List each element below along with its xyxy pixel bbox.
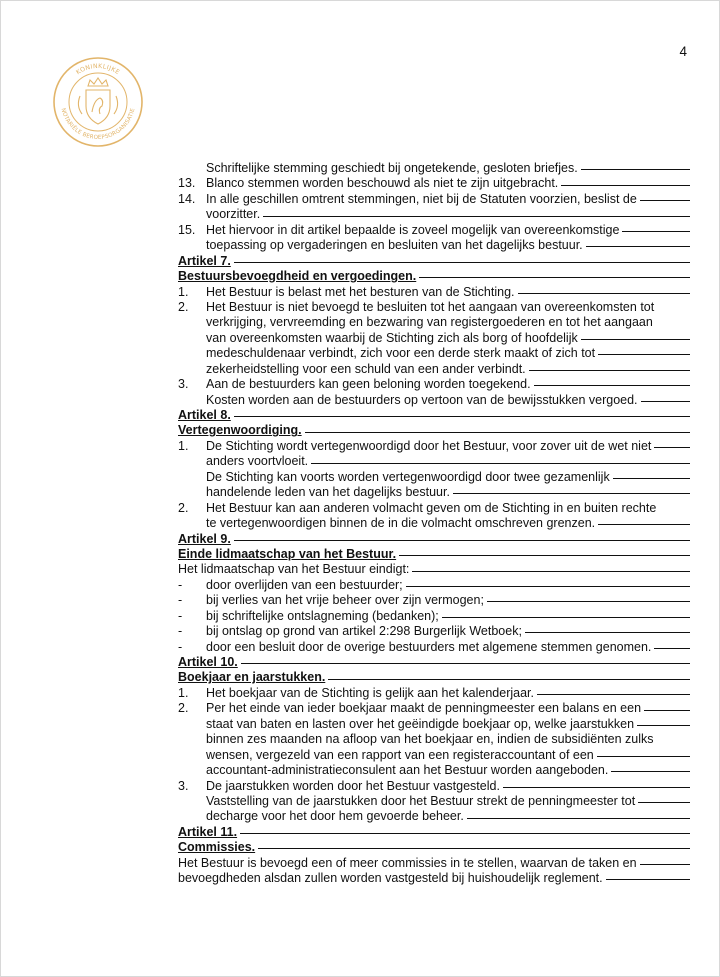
list-bullet: - (178, 593, 183, 608)
fill-line (654, 648, 690, 649)
line-body (206, 285, 690, 300)
line-body (206, 377, 690, 392)
line-text: Het boekjaar van de Stichting is gelijk aan het kalenderjaar. (206, 685, 534, 700)
line-body (206, 748, 690, 763)
line-body (206, 516, 690, 531)
document-line (178, 485, 690, 500)
fill-line (518, 293, 690, 294)
fill-line (241, 663, 690, 664)
document-line (178, 331, 690, 346)
heading-text: Einde lidmaatschap van het Bestuur. (178, 546, 397, 561)
list-number: 15. (178, 222, 196, 237)
fill-line (419, 277, 690, 278)
fill-line (561, 185, 690, 186)
section-heading (178, 547, 690, 562)
document-line (178, 207, 690, 222)
list-number: 13. (178, 176, 196, 191)
line-text: Het lidmaatschap van het Bestuur eindigt: (178, 562, 410, 577)
notary-seal-logo (52, 56, 144, 148)
line-body (178, 562, 690, 577)
fill-line (597, 756, 690, 757)
document-line (178, 516, 690, 531)
line-text: Kosten worden aan de bestuurders op vertoon van de bewijsstukken vergoed. (206, 392, 638, 407)
line-body (178, 532, 690, 547)
fill-line (640, 200, 690, 201)
section-heading (178, 532, 690, 547)
fill-line (503, 787, 690, 788)
fill-line (311, 463, 690, 464)
line-text: Het hiervoor in dit artikel bepaalde is zoveel mogelijk van overeenkomstige (206, 222, 620, 237)
line-body (178, 254, 690, 269)
heading-text: Boekjaar en jaarstukken. (178, 670, 326, 685)
fill-line (654, 447, 690, 448)
line-body (206, 624, 690, 639)
document-line (178, 686, 690, 701)
line-text: anders voortvloeit. (206, 454, 309, 469)
line-text: bevoegdheden alsdan zullen worden vastgesteld bij huishoudelijk reglement. (178, 871, 603, 886)
document-line (178, 562, 690, 577)
fill-line (305, 432, 690, 433)
fill-line (263, 216, 690, 217)
document-line (178, 871, 690, 886)
list-number: 2. (178, 299, 189, 314)
line-body (178, 871, 690, 886)
line-body (206, 223, 690, 238)
line-text: De Stichting kan voorts worden vertegenwoordigd door twee gezamenlijk (206, 469, 610, 484)
document-line (178, 609, 690, 624)
fill-line (606, 879, 690, 880)
line-body (178, 423, 690, 438)
heading-text: Artikel 7. (178, 253, 231, 268)
fill-line (611, 771, 690, 772)
line-body (206, 346, 690, 361)
heading-text: Artikel 9. (178, 531, 231, 546)
line-body (206, 763, 690, 778)
line-body (206, 470, 690, 485)
document-line (178, 285, 690, 300)
line-body (206, 393, 690, 408)
line-text: door overlijden van een bestuurder; (206, 577, 403, 592)
heading-text: Commissies. (178, 840, 256, 855)
line-text: binnen zes maanden na afloop van het boekjaar en, indien de subsidiënten zulks (206, 732, 654, 747)
document-line (178, 794, 690, 809)
line-text: bij schriftelijke ontslagneming (bedanken); (206, 608, 439, 623)
list-bullet: - (178, 577, 183, 592)
fill-line (613, 478, 690, 479)
document-line (178, 856, 690, 871)
document-line (178, 454, 690, 469)
document-line (178, 717, 690, 732)
line-body (206, 501, 690, 516)
line-body (178, 670, 690, 685)
list-bullet: - (178, 608, 183, 623)
document-line (178, 393, 690, 408)
document-line (178, 501, 690, 516)
document-line (178, 346, 690, 361)
fill-line (622, 231, 690, 232)
document-line (178, 779, 690, 794)
document-line (178, 624, 690, 639)
fill-line (258, 848, 690, 849)
document-line (178, 362, 690, 377)
fill-line (640, 864, 690, 865)
line-body (178, 547, 690, 562)
heading-text: Artikel 11. (178, 824, 238, 839)
document-line (178, 640, 690, 655)
fill-line (487, 601, 690, 602)
line-body (206, 609, 690, 624)
line-body (178, 840, 690, 855)
svg-text:NOTARIËLE BEROEPSORGANISATIE: NOTARIËLE BEROEPSORGANISATIE (59, 107, 137, 142)
line-text: Het Bestuur kan aan anderen volmacht geven om de Stichting in en buiten rechte (206, 500, 657, 515)
line-body (206, 439, 690, 454)
list-number: 1. (178, 438, 189, 453)
svg-text:KONINKLIJKE: KONINKLIJKE (75, 62, 121, 77)
fill-line (442, 617, 690, 618)
line-body (206, 779, 690, 794)
line-body (206, 454, 690, 469)
list-number: 3. (178, 377, 189, 392)
heading-text: Vertegenwoordiging. (178, 423, 302, 438)
fill-line (525, 632, 690, 633)
line-text: medeschuldenaar verbindt, zich voor een derde sterk maakt of zich tot (206, 346, 596, 361)
line-body (178, 269, 690, 284)
line-body (206, 809, 690, 824)
fill-line (534, 385, 690, 386)
list-number: 3. (178, 778, 189, 793)
document-line (178, 809, 690, 824)
page-number: 4 (679, 44, 687, 59)
list-number: 2. (178, 500, 189, 515)
fill-line (467, 818, 690, 819)
document-line (178, 315, 690, 330)
line-text: bij ontslag op grond van artikel 2:298 Burgerlijk Wetboek; (206, 624, 522, 639)
fill-line (581, 169, 690, 170)
fill-line (586, 246, 690, 247)
document-line (178, 763, 690, 778)
line-text: voorzitter. (206, 207, 261, 222)
fill-line (234, 540, 690, 541)
fill-line (453, 493, 690, 494)
line-text: bij verlies van het vrije beheer over zijn vermogen; (206, 593, 484, 608)
line-body (206, 686, 690, 701)
line-text: accountant-administratieconsulent aan het Bestuur worden aangeboden. (206, 763, 609, 778)
document-line (178, 176, 690, 191)
line-text: toepassing op vergaderingen en besluiten van het dagelijks bestuur. (206, 238, 583, 253)
line-text: Schriftelijke stemming geschiedt bij ongetekende, gesloten briefjes. (206, 161, 578, 175)
line-text: door een besluit door de overige bestuurders met algemene stemmen genomen. (206, 639, 652, 654)
line-text: wensen, vergezeld van een rapport van een registeraccountant of een (206, 747, 594, 762)
fill-line (581, 339, 690, 340)
line-text: te vertegenwoordigen binnen de in die volmacht omschreven grenzen. (206, 516, 596, 531)
list-number: 1. (178, 685, 189, 700)
heading-text: Artikel 8. (178, 408, 231, 422)
line-body (206, 315, 690, 330)
document-line (178, 732, 690, 747)
list-number: 2. (178, 701, 189, 716)
line-text: In alle geschillen omtrent stemmingen, niet bij de Statuten voorzien, beslist de (206, 191, 637, 206)
document-line (178, 161, 690, 176)
section-heading (178, 840, 690, 855)
document-body (178, 161, 690, 887)
line-text: decharge voor het door hem gevoerde beheer. (206, 809, 464, 824)
fill-line (598, 524, 690, 525)
line-text: Het Bestuur is belast met het besturen van de Stichting. (206, 284, 515, 299)
line-body (206, 701, 690, 716)
line-text: Het Bestuur is bevoegd een of meer commissies in te stellen, waarvan de taken en (178, 855, 637, 870)
line-body (206, 238, 690, 253)
fill-line (637, 725, 690, 726)
document-line (178, 701, 690, 716)
document-line (178, 223, 690, 238)
line-body (178, 856, 690, 871)
line-body (206, 794, 690, 809)
document-line (178, 470, 690, 485)
list-bullet: - (178, 639, 183, 654)
line-body (206, 331, 690, 346)
fill-line (234, 262, 690, 263)
document-line (178, 578, 690, 593)
line-body (206, 593, 690, 608)
list-number: 14. (178, 191, 196, 206)
line-body (206, 192, 690, 207)
fill-line (598, 354, 690, 355)
line-text: Blanco stemmen worden beschouwd als niet te zijn uitgebracht. (206, 176, 559, 191)
line-body (206, 485, 690, 500)
heading-text: Artikel 10. (178, 655, 238, 669)
fill-line (328, 679, 690, 680)
line-text: De Stichting wordt vertegenwoordigd door het Bestuur, voor zover uit de wet niet (206, 438, 652, 453)
line-body (178, 825, 690, 840)
line-body (206, 362, 690, 377)
line-text: verkrijging, vervreemding en bezwaring van registergoederen en tot het aangaan (206, 315, 653, 330)
fill-line (399, 555, 690, 556)
document-line (178, 439, 690, 454)
heading-text: Bestuursbevoegdheid en vergoedingen. (178, 269, 417, 284)
line-body (206, 176, 690, 191)
section-heading (178, 670, 690, 685)
fill-line (537, 694, 690, 695)
section-heading (178, 423, 690, 438)
line-body (178, 655, 690, 670)
fill-line (529, 370, 690, 371)
line-body (206, 161, 690, 176)
line-body (206, 732, 690, 747)
line-body (178, 408, 690, 423)
fill-line (406, 586, 690, 587)
line-text: van overeenkomsten waarbij de Stichting zich als borg of hoofdelijk (206, 330, 578, 345)
line-body (206, 207, 690, 222)
line-body (206, 717, 690, 732)
document-line (178, 748, 690, 763)
fill-line (412, 571, 690, 572)
document-line (178, 238, 690, 253)
line-text: Vaststelling van de jaarstukken door het Bestuur strekt de penningmeester tot (206, 793, 636, 808)
line-text: zekerheidstelling voor een schuld van een ander verbindt. (206, 361, 526, 376)
line-text: staat van baten en lasten over het geëindigde boekjaar op, welke jaarstukken (206, 716, 635, 731)
document-line (178, 192, 690, 207)
line-body (206, 640, 690, 655)
list-bullet: - (178, 624, 183, 639)
document-line (178, 593, 690, 608)
section-heading (178, 408, 690, 423)
fill-line (641, 401, 690, 402)
line-text: Het Bestuur is niet bevoegd te besluiten tot het aangaan van overeenkomsten tot (206, 299, 655, 314)
line-text: Per het einde van ieder boekjaar maakt de penningmeester een balans en een (206, 701, 642, 716)
section-heading (178, 825, 690, 840)
document-line (178, 300, 690, 315)
fill-line (234, 416, 690, 417)
line-body (206, 578, 690, 593)
fill-line (644, 710, 690, 711)
line-text: De jaarstukken worden door het Bestuur vastgesteld. (206, 778, 500, 793)
section-heading (178, 655, 690, 670)
list-number: 1. (178, 284, 189, 299)
line-text: handelende leden van het dagelijks bestuur. (206, 485, 450, 500)
line-body (206, 300, 690, 315)
fill-line (638, 802, 690, 803)
document-line (178, 377, 690, 392)
section-heading (178, 269, 690, 284)
line-text: Aan de bestuurders kan geen beloning worden toegekend. (206, 377, 531, 392)
fill-line (240, 833, 690, 834)
section-heading (178, 254, 690, 269)
